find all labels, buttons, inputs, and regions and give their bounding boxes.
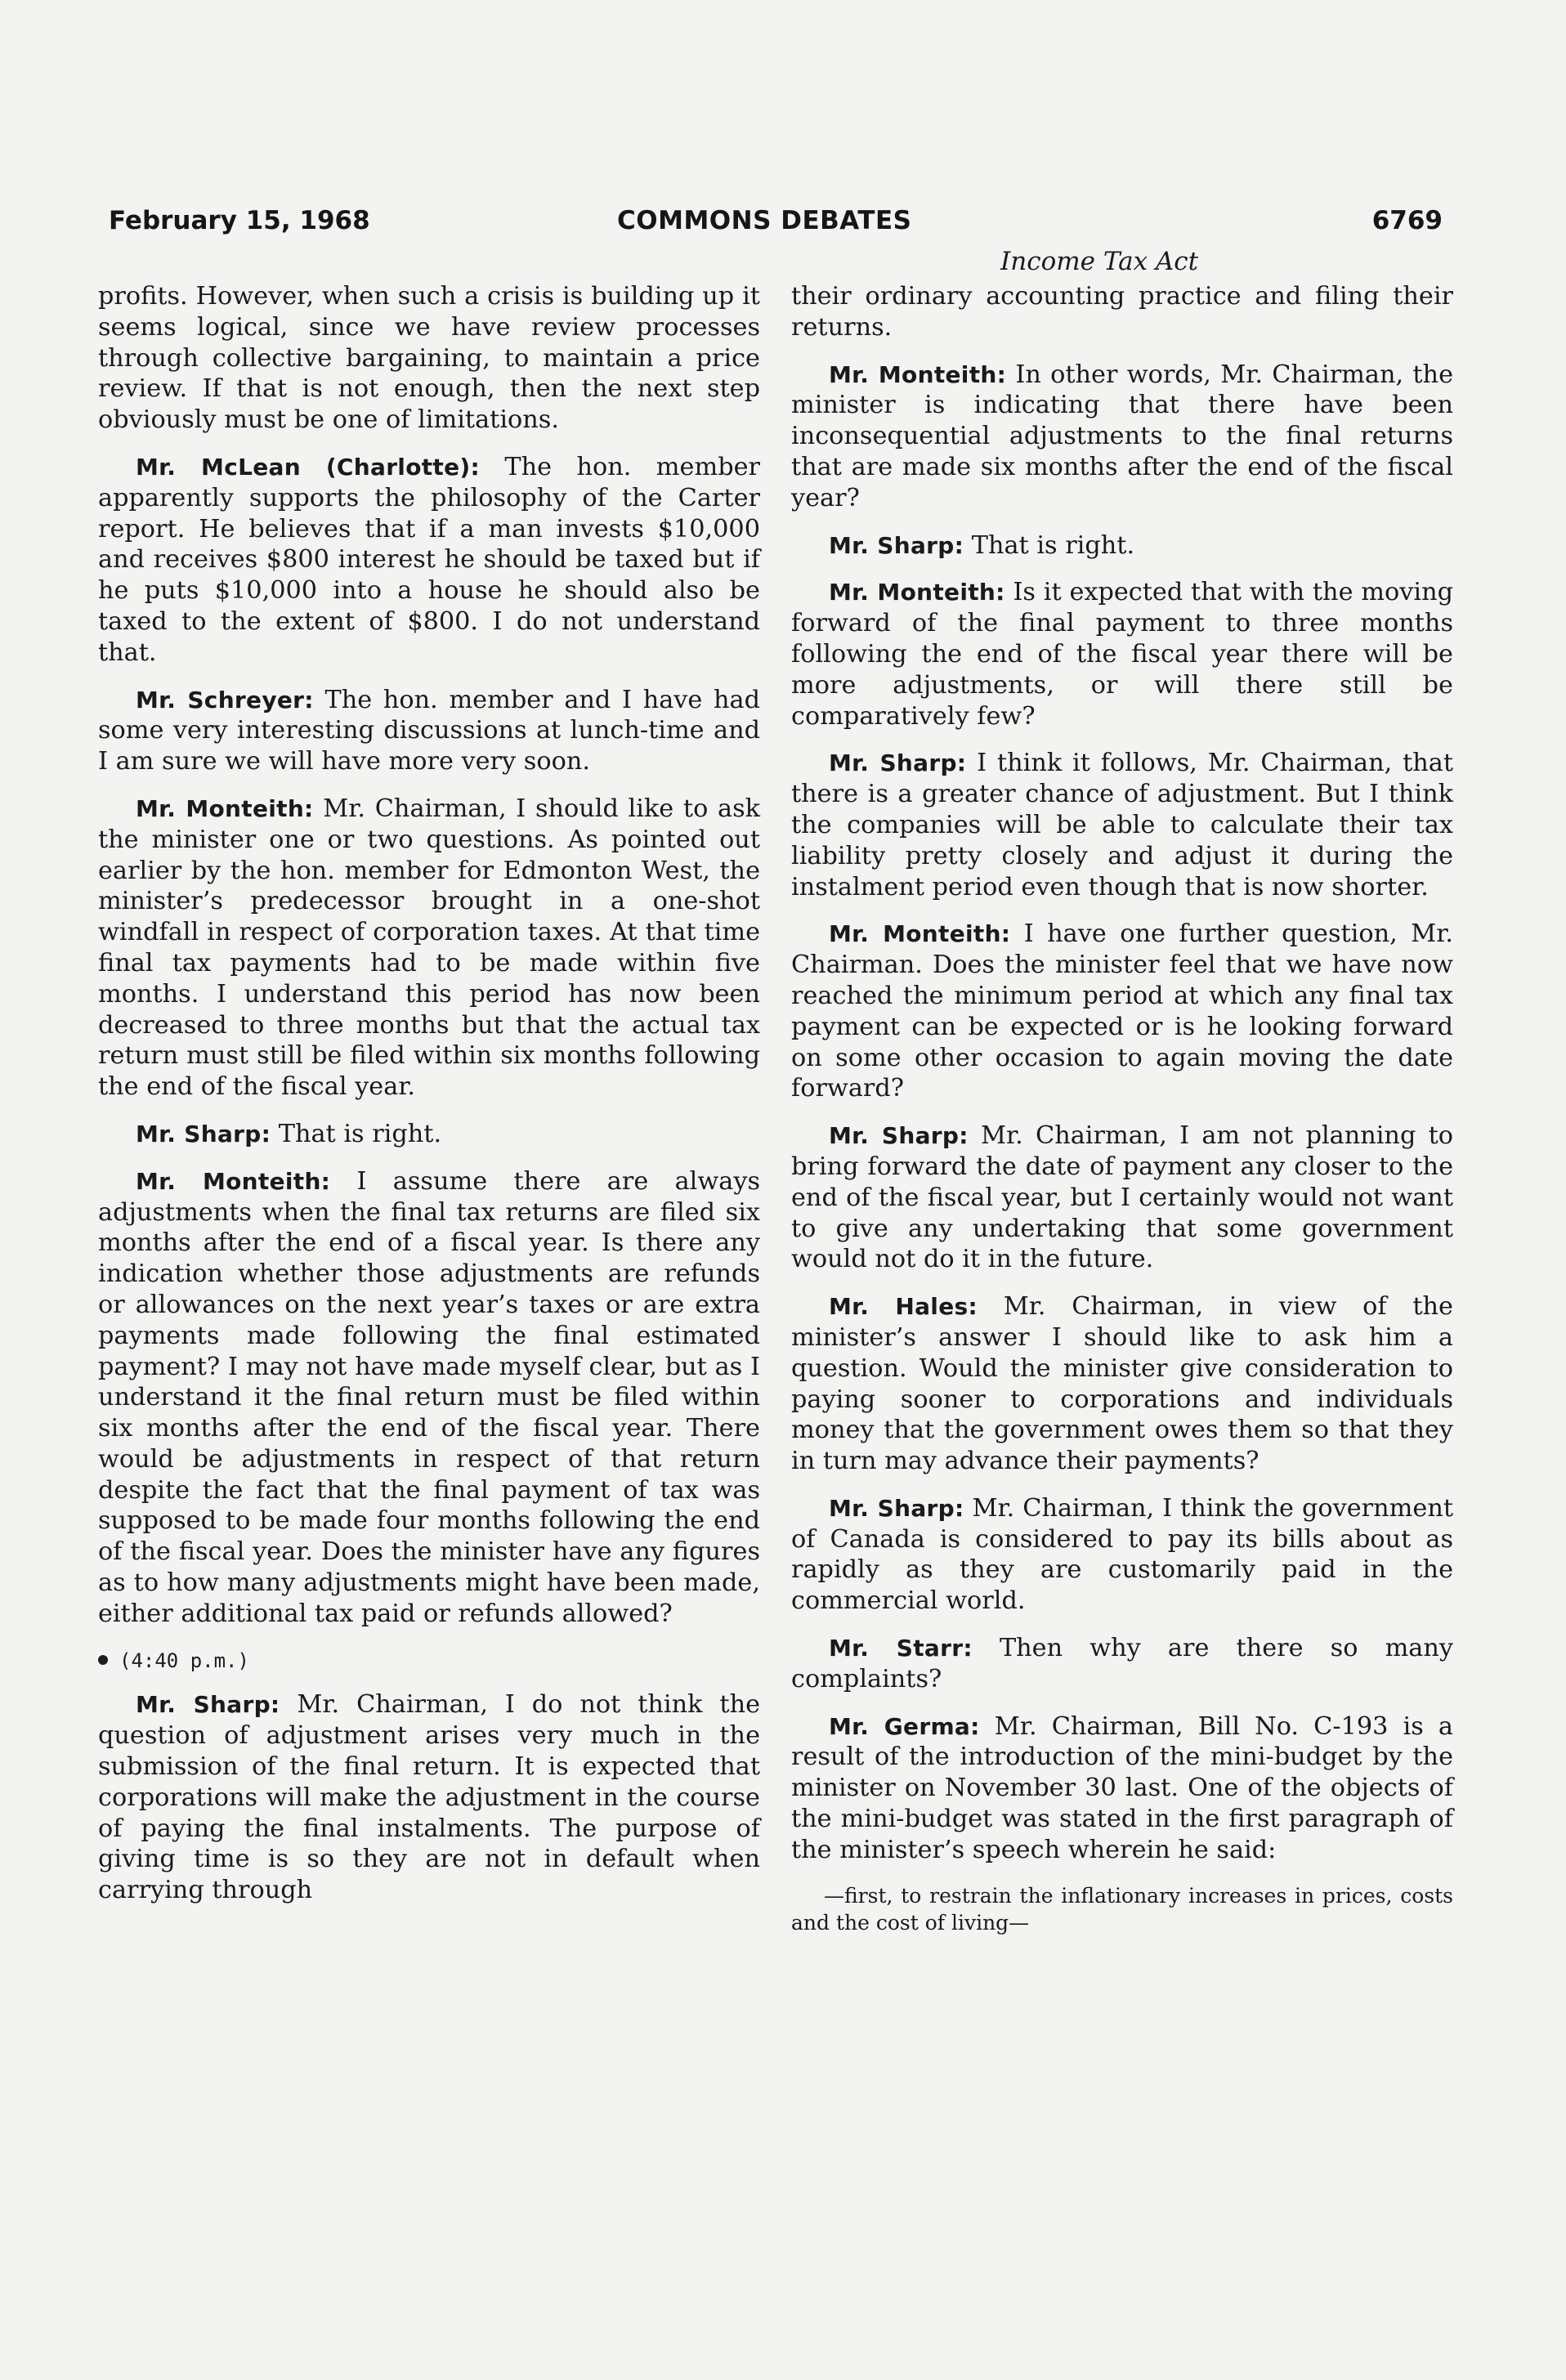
speaker-name: Mr. Monteith: [829,360,1007,388]
speech-paragraph [791,360,1453,514]
paragraph: their ordinary accounting practice and filing their returns. [791,282,1453,342]
speaker-name: Mr. Sharp: [829,1494,964,1522]
speech-text: I have one further question, Mr. Chairman. Does the minister feel that we have now reached the minimum period at which any final tax payment can be expected or is he looking forward on some other occasion to again moving the date forward? [791,919,1453,1103]
speech-paragraph [791,1633,1453,1695]
speech-text: Mr. Chairman, in view of the minister’s answer I should like to ask him a question. Would the minister give consideration to paying sooner to corporations and individuals money that the government owes them so that they in turn may advance their payments? [791,1292,1453,1476]
speech-paragraph [98,1119,760,1150]
page-number: 6769 [1371,206,1443,235]
speaker-name: Mr. Sharp: [829,531,964,559]
speech-text: In other words, Mr. Chairman, the minister is indicating that there have been inconsequential adjustments to the final returns that are made six months after the end of the fiscal year? [791,360,1453,512]
speaker-name: Mr. Sharp: [136,1120,271,1148]
speech-text: I assume there are always adjustments when the final tax returns are filed six months after the end of a fiscal year. Is there any indication whether those adjustments are refunds or allowances on the next year’s taxes or are extra payments made following the final estimated payment? I may not have made myself clear, but as I understand it the final return must be filed within six months after the end of the fiscal year. There would be adjustments in respect of that return despite the fact that the final payment of tax was supposed to be made four months following the end of the fiscal year. Does the minister have any figures as to how many adjustments might have been made, either additional tax paid or refunds allowed? [98,1166,760,1628]
speaker-name: Mr. Sharp: [829,1122,969,1150]
speech-text: Mr. Chairman, Bill No. C-193 is a result of the introduction of the mini-budget by the minister on November 30 last. One of the objects of the mini-budget was stated in the first paragraph of the minister’s speech wherein he said: [791,1711,1453,1864]
speech-paragraph [791,748,1453,902]
block-quote: —first, to restrain the inflationary increases in prices, costs and the cost of living— [791,1883,1453,1935]
page-header [109,206,1443,247]
speaker-name: Mr. Germa: [829,1712,980,1740]
speaker-name: Mr. Monteith: [136,794,314,822]
speech-text: Is it expected that with the moving forward of the final payment to three months following the end of the fiscal year there will be more adjustments, or will there still be comparatively few? [791,578,1453,731]
speech-text: I think it follows, Mr. Chairman, that there is a greater chance of adjustment. But I think the companies will be able to calculate their tax liability pretty closely and adjust it during the instalment period even though that is now shorter. [791,749,1453,901]
paragraph: profits. However, when such a crisis is building up it seems logical, since we have review processes through collective bargaining, to maintain a price review. If that is not enough, then the next step obviously must be one of limitations. [98,282,760,435]
speech-paragraph [791,919,1453,1104]
header-date: February 15, 1968 [109,206,370,235]
speaker-name: Mr. Monteith: [829,579,1005,606]
speech-paragraph [791,1711,1453,1866]
speech-paragraph [98,685,760,777]
speech-paragraph [98,1689,760,1906]
speech-text: Mr. Chairman, I think the government of Canada is considered to pay its bills about as rapidly as they are customarily paid in the commercial world. [791,1493,1454,1616]
bullet-icon [98,1655,108,1665]
speech-paragraph [791,1493,1453,1617]
speaker-name: Mr. Monteith: [136,1167,331,1195]
timestamp-text: (4:40 p.m.) [119,1649,249,1672]
speech-paragraph [791,577,1453,731]
timestamp [98,1646,760,1677]
running-title: Income Tax Act [1000,247,1199,276]
speaker-name: Mr. Hales: [829,1293,978,1321]
speech-text: The hon. member and I have had some very interesting discussions at lunch-time and I am sure we will have more very soon. [98,685,760,776]
speech-text: Mr. Chairman, I should like to ask the minister one or two questions. As pointed out earlier by the hon. member for Edmonton West, the minister’s predecessor brought in a one-shot windfall in respect of corporation taxes. At that time final tax payments had to be made within five months. I understand this period has now been decreased to three months but that the actual tax return must still be filed within six months following the end of the fiscal year. [98,794,760,1102]
right-column [791,281,1453,1953]
speech-paragraph [791,1121,1453,1275]
speech-paragraph [98,1166,760,1630]
speaker-name: Mr. Sharp: [829,749,967,777]
speech-paragraph [98,452,760,669]
speech-text: The hon. member apparently supports the philosophy of the Carter report. He believes that if a man invests $10,000 and receives $800 interest he should be taxed but if he puts $10,000 into a house he should also be taxed to the extent of $800. I do not understand that. [98,452,761,667]
speaker-name: Mr. Sharp: [136,1691,280,1719]
speech-paragraph [791,1291,1453,1477]
speaker-name: Mr. Starr: [829,1635,973,1662]
speech-text: Mr. Chairman, I do not think the question of adjustment arises very much in the submission of the final return. It is expected that corporations will make the adjustment in the course of paying the final instalments. The purpose of giving time is so they are not in default when carrying through [98,1690,761,1905]
speech-text: That is right. [271,1119,442,1148]
speech-text: That is right. [964,530,1135,560]
speaker-name: Mr. McLean (Charlotte): [136,453,480,481]
speech-text: Mr. Chairman, I am not planning to bring forward the date of payment any closer to the end of the fiscal year, but I certainly would not want to give any undertaking that some government would not do it in the future. [791,1121,1453,1274]
speaker-name: Mr. Schreyer: [136,686,314,714]
speaker-name: Mr. Monteith: [829,920,1011,948]
speech-paragraph [98,794,760,1103]
speech-text: Then why are there so many complaints? [791,1634,1453,1693]
left-column [98,281,760,1922]
header-title: COMMONS DEBATES [617,206,912,235]
speech-paragraph [791,530,1453,561]
